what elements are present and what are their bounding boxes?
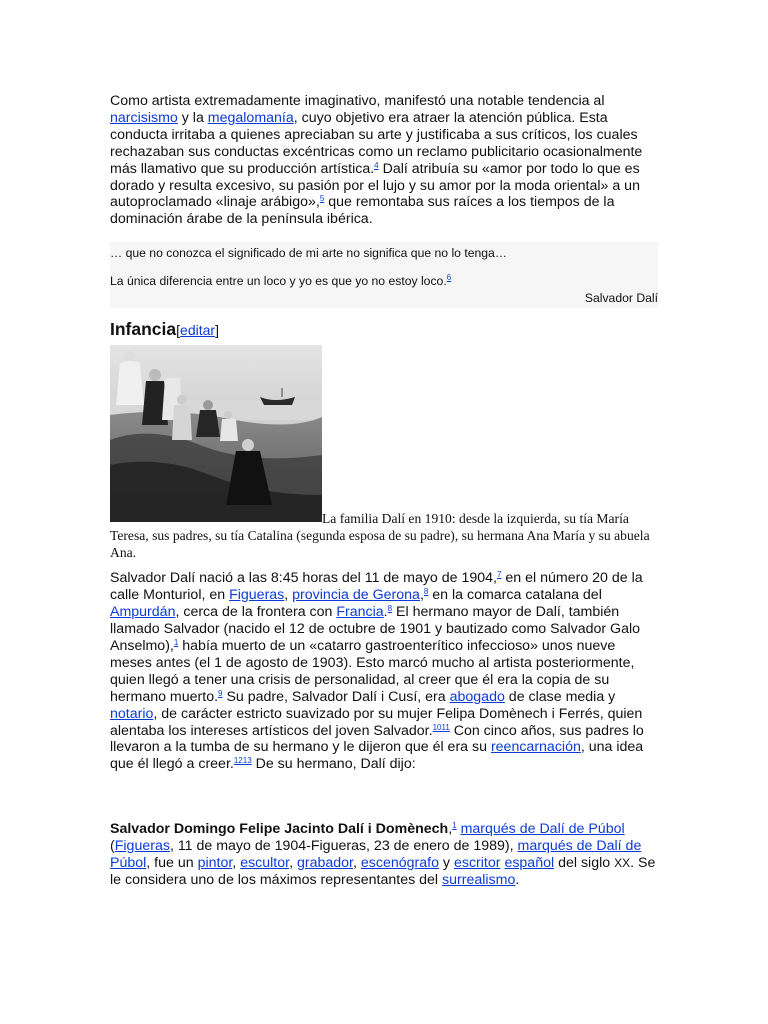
edit-bracket-open: [	[176, 322, 181, 339]
text: que remontaba sus raíces a los tiempos de la dominación árabe de la península ibérica.	[110, 194, 615, 228]
link-espanol[interactable]: español	[504, 855, 555, 872]
bio-paragraph	[110, 821, 658, 889]
link-notario[interactable]: notario	[110, 705, 154, 722]
link-francia[interactable]: Francia	[336, 604, 384, 621]
text: ,	[353, 855, 361, 872]
ref-1a[interactable]: 1	[173, 637, 179, 647]
text: del siglo	[554, 855, 615, 872]
text: ,	[289, 855, 297, 872]
link-grabador[interactable]: grabador	[296, 855, 353, 872]
text: La única diferencia entre un loco y yo es que yo no estoy loco.	[110, 274, 447, 289]
birth-paragraph	[110, 570, 658, 773]
link-ampurdan[interactable]: Ampurdán	[110, 604, 176, 621]
family-photo[interactable]	[110, 345, 322, 522]
link-figueras-2[interactable]: Figueras	[114, 838, 170, 855]
text: en el número 20 de la calle Monturiol, en	[110, 570, 643, 604]
text: Su padre, Salvador Dalí i Cusí, era	[222, 688, 450, 705]
link-pintor[interactable]: pintor	[197, 855, 233, 872]
ref-7[interactable]: 7	[497, 570, 502, 580]
link-figueras[interactable]: Figueras	[229, 587, 285, 604]
text: en la comarca catalana del	[428, 587, 602, 604]
ref-8a[interactable]: 8	[423, 587, 429, 597]
figure-caption	[110, 511, 658, 561]
ref-9[interactable]: 9	[218, 688, 223, 698]
section-title: Infancia	[110, 319, 177, 340]
text: , una idea que él llegó a creer.	[110, 739, 644, 773]
section-heading	[110, 318, 658, 341]
text: , de carácter estricto suavizado por su mujer Felipa Domènech i Ferrés, quien alentaba los intereses artísticos del joven Salvador.	[110, 705, 643, 739]
text: de clase media y	[504, 688, 616, 705]
text: ,	[284, 587, 293, 604]
text: , 11 de mayo de 1904-Figueras, 23 de enero de 1989),	[169, 838, 518, 855]
link-marques-1[interactable]: marqués de Dalí de Púbol	[460, 821, 625, 838]
link-megalomania[interactable]: megalomanía	[207, 109, 294, 126]
text: había muerto de un «catarro gastroenterítico infeccioso» unos nueve meses antes (el 1 de agosto de 1903). Esto marcó mucho al artista posteriormente, quien llegó a tener una crisis de personalidad, al creer que él era la copia de su hermano muerto.	[110, 637, 635, 705]
edit-link[interactable]: editar	[180, 322, 216, 339]
link-marques-2[interactable]: marqués de Dalí de Púbol	[110, 838, 642, 872]
text: .	[515, 871, 520, 888]
ref-1213[interactable]: 1213	[233, 756, 252, 766]
link-narcisismo[interactable]: narcisismo	[110, 109, 178, 126]
text: Con cinco años, sus padres lo llevaron a la tumba de su hermano y le dijeron que él era su	[110, 722, 644, 756]
family-figure	[110, 345, 658, 561]
text: ,	[419, 587, 424, 604]
text: El hermano mayor de Dalí, también llamado Salvador (nacido el 12 de octubre de 1901 y bautizado como Salvador Galo Anselmo),	[110, 604, 641, 654]
link-escritor[interactable]: escritor	[453, 855, 501, 872]
link-abogado[interactable]: abogado	[449, 688, 505, 705]
link-provincia-de-gerona[interactable]: provincia de Gerona	[292, 587, 420, 604]
edit-bracket-close: ]	[215, 322, 219, 339]
ref-6[interactable]: 6	[446, 273, 452, 283]
text: Como artista extremadamente imaginativo, manifestó una notable tendencia al	[110, 93, 605, 109]
text: ,	[448, 821, 453, 838]
link-surrealismo[interactable]: surrealismo	[442, 871, 516, 888]
text: .	[383, 604, 388, 621]
link-reencarnacion[interactable]: reencarnación	[490, 739, 581, 756]
text: y la	[177, 109, 208, 126]
ref-8b[interactable]: 8	[387, 604, 393, 614]
text: De su hermano, Dalí dijo:	[251, 756, 416, 773]
intro-paragraph	[110, 93, 658, 228]
text: Salvador Dalí nació a las 8:45 horas del 11 de mayo de 1904,	[110, 570, 497, 587]
quote-box	[110, 242, 658, 308]
quote-line-1: … que no conozca el significado de mi arte no significa que no lo tenga…	[110, 246, 508, 261]
century: XX	[614, 856, 631, 871]
text: , cuyo objetivo era atraer la atención pública. Esta conducta irritaba a quienes apreciaban su arte y justificaba a sus críticos, los cuales rechazaban sus conductas excéntricas como un reclamo publicitario ocasionalmente más llamativo que su producción artística.	[110, 109, 643, 177]
text: , fue un	[146, 855, 198, 872]
quote-author: Salvador Dalí	[584, 291, 658, 306]
text: Dalí atribuía su «amor por todo lo que es dorado y resulta excesivo, su pasión por el lujo y su amor por la moda oriental» a un autoproclamado «linaje arábigo»,	[110, 160, 640, 211]
ref-5[interactable]: 5	[319, 194, 325, 204]
link-escultor[interactable]: escultor	[240, 855, 290, 872]
caption-text: La familia Dalí en 1910: desde la izquierda, su tía María Teresa, sus padres, su tía Catalina (segunda esposa de su padre), su hermana Ana María y su abuela Ana.	[110, 511, 650, 560]
article-body	[110, 93, 658, 889]
ref-1011[interactable]: 1011	[432, 722, 450, 732]
text: ,	[232, 855, 241, 872]
text: y	[438, 855, 454, 872]
ref-4[interactable]: 4	[374, 160, 379, 170]
link-escenografo[interactable]: escenógrafo	[360, 855, 439, 872]
quote-line-2	[110, 274, 658, 289]
text: (	[110, 838, 115, 855]
bio-name: Salvador Domingo Felipe Jacinto Dalí i Domènech	[110, 821, 449, 838]
text: , cerca de la frontera con	[175, 604, 337, 621]
ref-1b[interactable]: 1	[452, 821, 457, 831]
text: . Se le considera uno de los máximos representantes del	[110, 855, 656, 888]
